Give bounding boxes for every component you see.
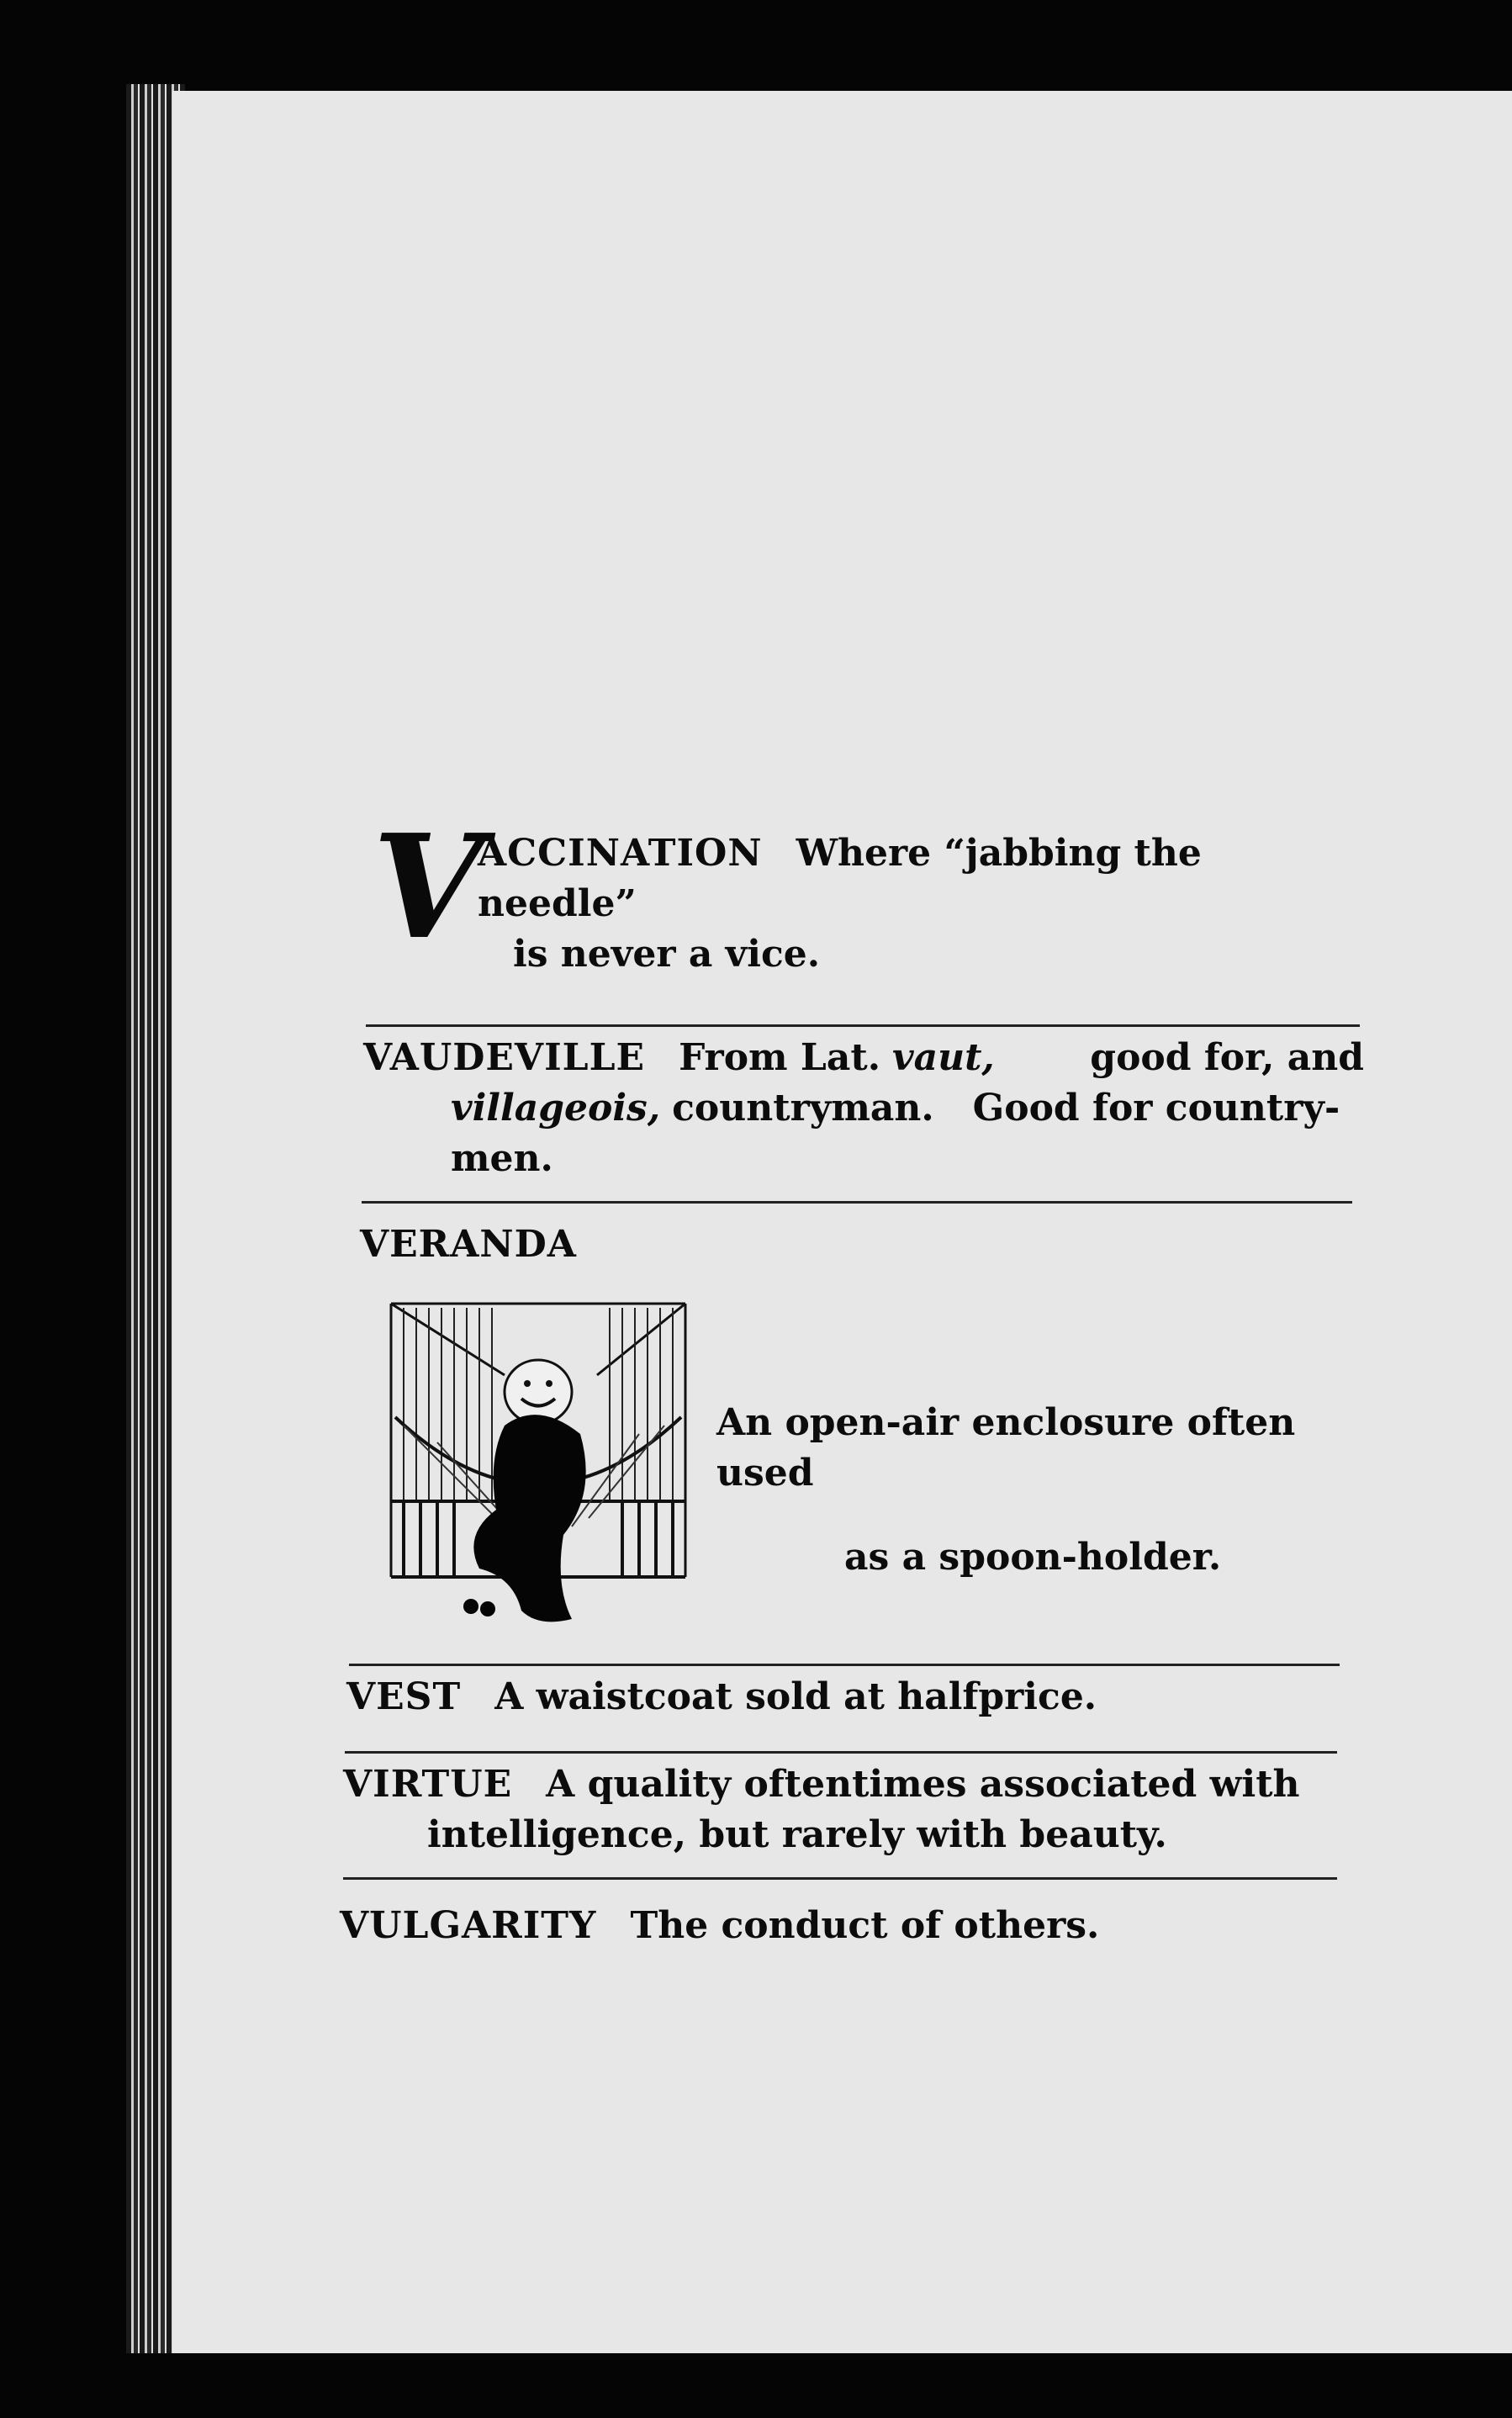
definition-vaccination-line1: Where “jabbing the needle” [478,832,1202,925]
headword-vaudeville: VAUDEVILLE [363,1036,646,1079]
headword-vest: VEST [346,1675,462,1718]
divider-rule [366,1024,1360,1027]
entry-virtue [343,1759,1344,1860]
headword-vaccination: ACCINATION [478,832,763,875]
definition-vaccination-line2: is never a vice. [513,933,821,976]
entry-veranda [360,1220,611,1270]
entry-vaccination [478,828,1369,980]
definition-vaudeville-vaut: vaut, [892,1036,995,1079]
headword-veranda: VERANDA [360,1223,577,1266]
entry-vaudeville [363,1033,1364,1184]
divider-rule [362,1201,1352,1204]
definition-vest: A waistcoat sold at halfprice. [494,1675,1097,1718]
definition-virtue-line2: intelligence, but rarely with beauty. [427,1813,1167,1856]
entry-veranda-definition [716,1398,1356,1583]
definition-vaudeville-from: From Lat. [679,1036,881,1079]
definition-veranda-line1: An open-air enclosure often used [716,1401,1296,1495]
headword-virtue: VIRTUE [343,1763,513,1806]
definition-vaudeville-men: men. [451,1137,553,1180]
definition-veranda-line2: as a spoon-holder. [844,1536,1222,1579]
definition-vaudeville-villageois: villageois, [451,1087,661,1130]
divider-rule [343,1877,1337,1880]
definition-vaudeville-good-for: good for, and [1090,1036,1364,1079]
divider-rule [345,1751,1337,1754]
entry-vulgarity [340,1901,1099,1951]
definition-virtue-line1: A quality oftentimes associated with [546,1763,1300,1806]
definition-vaudeville-countryman: countryman. Good for country- [672,1087,1340,1130]
definition-vulgarity: The conduct of others. [630,1904,1100,1947]
drop-cap-letter: V [373,803,484,971]
entry-vest [346,1672,1097,1722]
couple-in-hammock-illustration [387,1299,690,1636]
divider-rule [349,1664,1340,1666]
headword-vulgarity: VULGARITY [340,1904,597,1947]
page-bottom-border [126,2353,1512,2418]
